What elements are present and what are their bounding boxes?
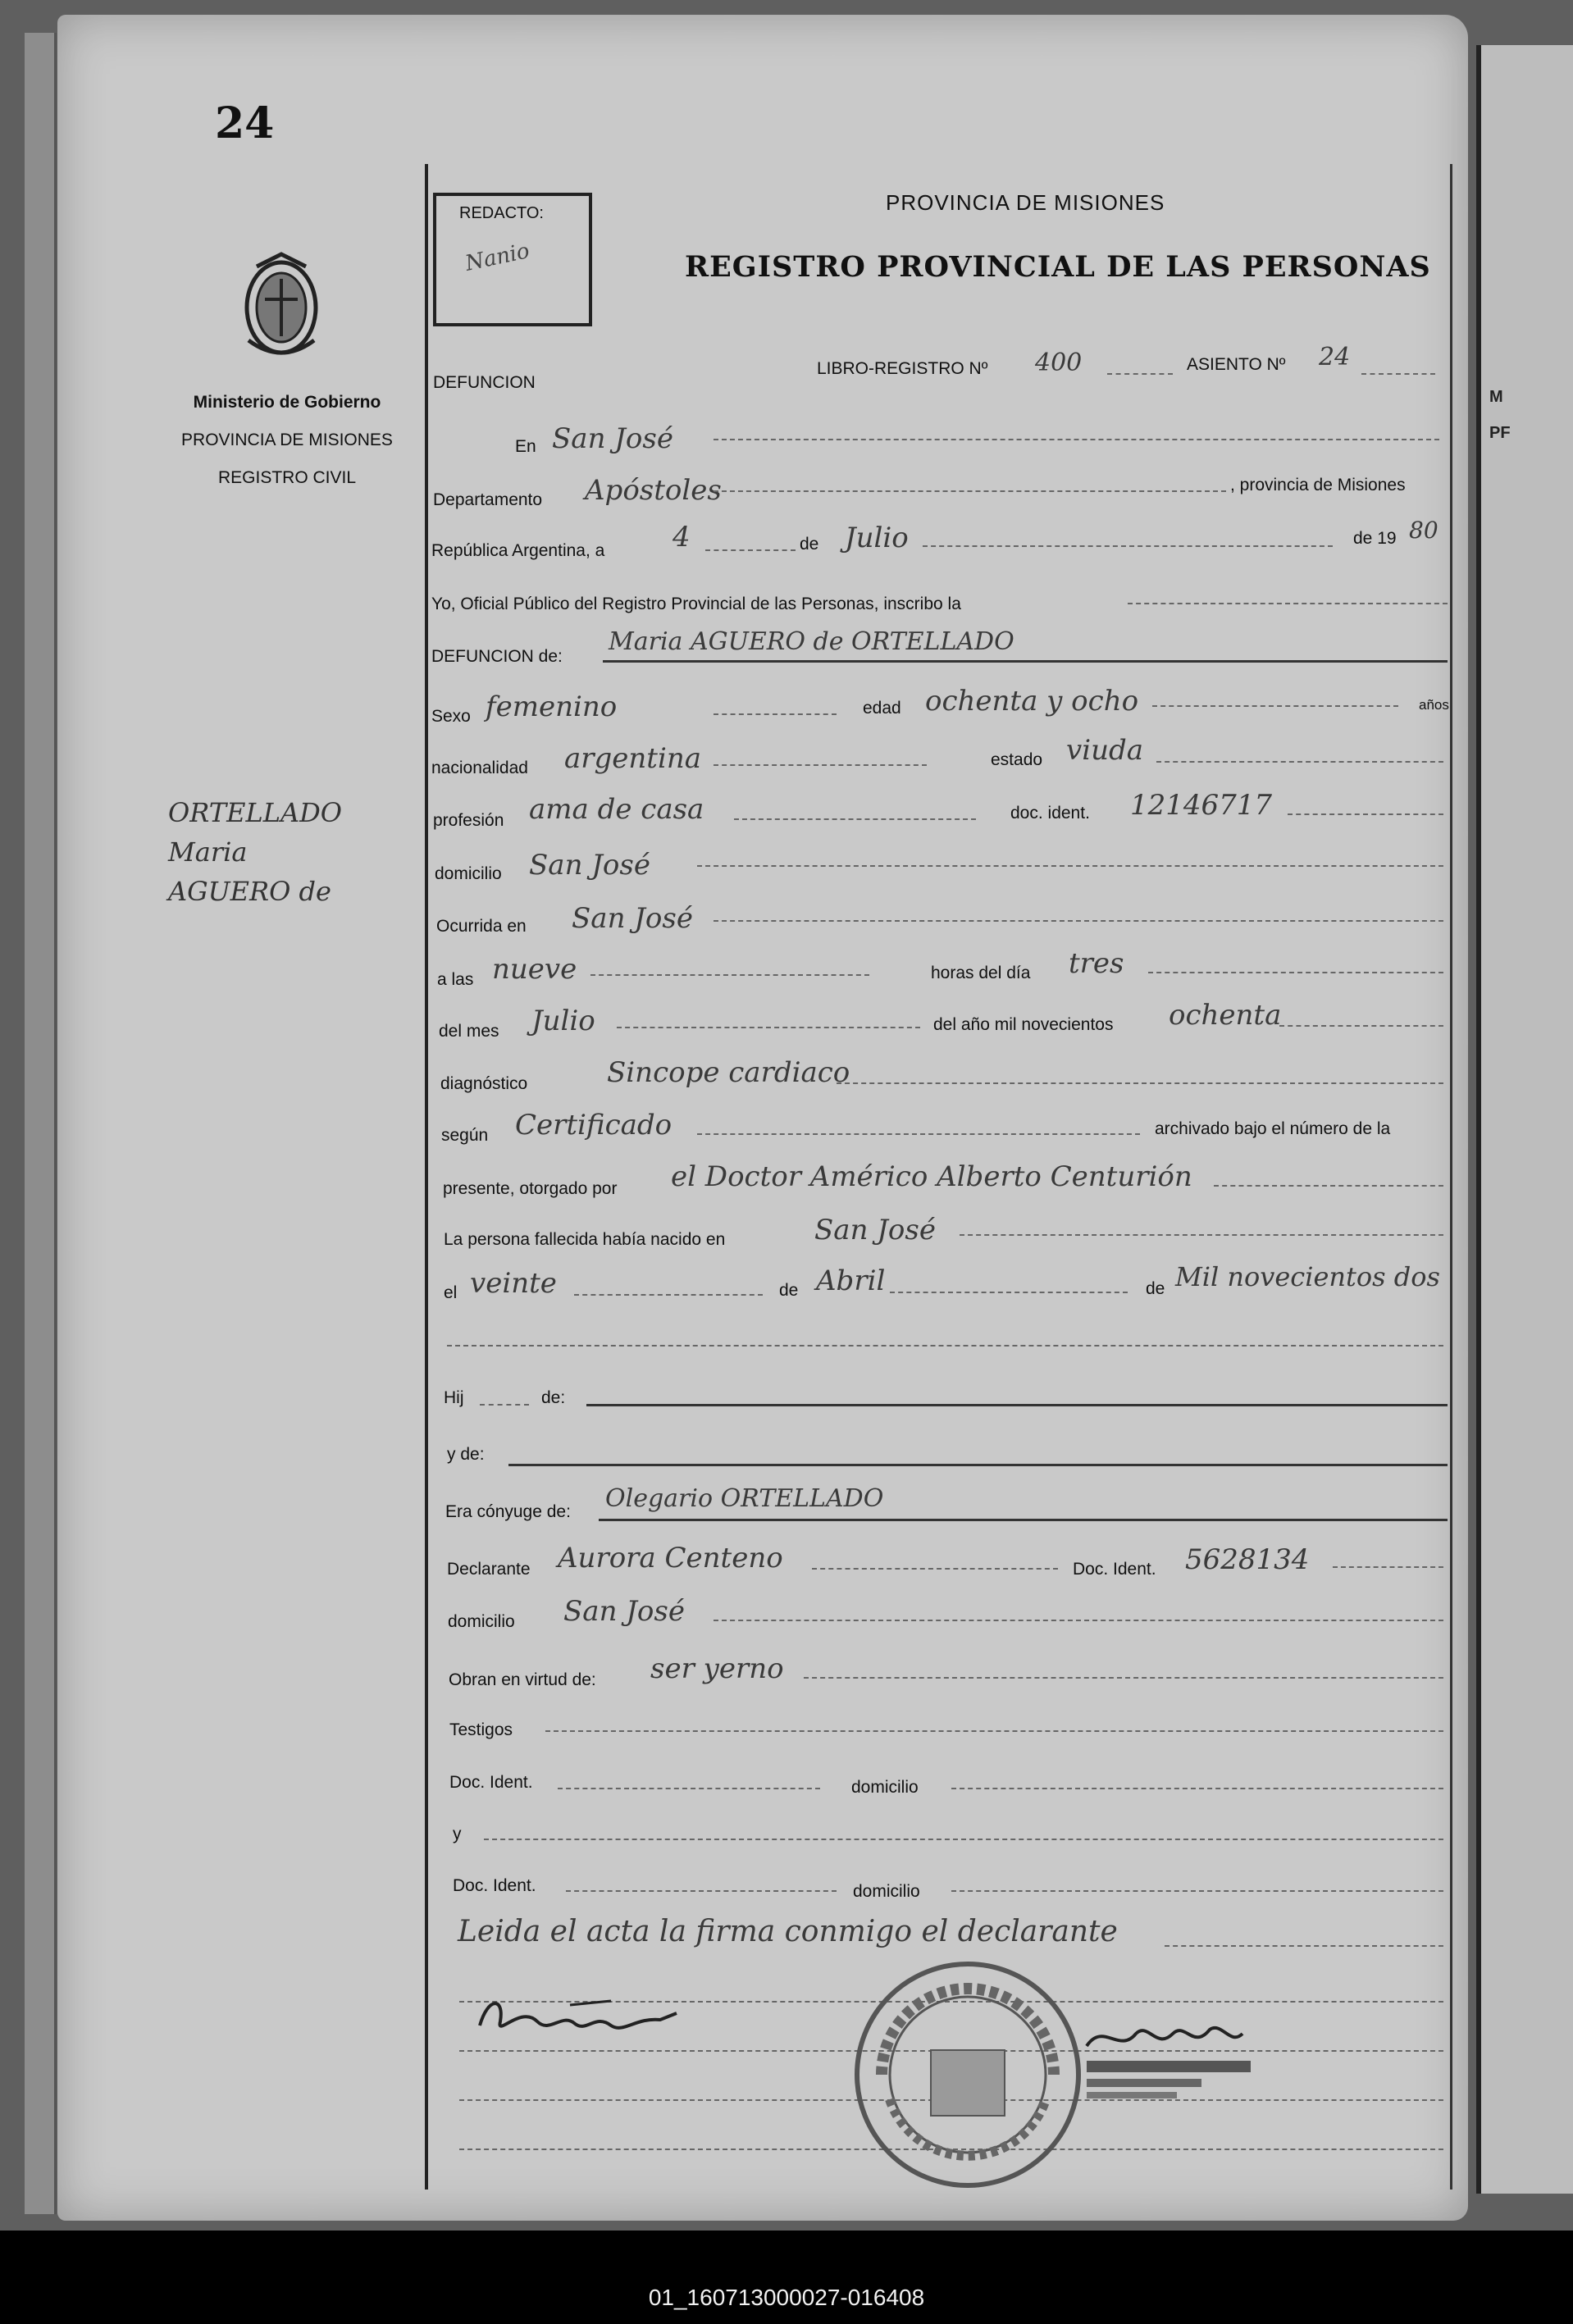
conyuge-underline [599,1519,1448,1521]
departamento-line [714,490,1226,492]
declarante-line [812,1568,1058,1570]
de2-value: Abril [816,1265,886,1297]
t1-doc-line [558,1788,820,1789]
defuncion-value: Maria AGUERO de ORTELLADO [609,627,1014,656]
presente-value: el Doctor Américo Alberto Centurión [671,1160,1192,1193]
profesion-value: ama de casa [529,793,704,826]
horas-value: tres [1069,947,1124,980]
decl-dom-value: San José [563,1595,685,1628]
alas-value: nueve [492,953,577,986]
page-number: 24 [215,98,275,148]
oficial-text: Yo, Oficial Público del Registro Provincial de las Personas, inscribo la [431,595,961,613]
archivado-label: archivado bajo el número de la [1155,1119,1391,1138]
mes-value: Julio [845,522,909,554]
obran-line [804,1677,1443,1679]
closing-statement: Leida el acta la firma conmigo el declarante [458,1915,1118,1948]
declarant-signature [472,1989,685,2046]
ocurrida-line [714,920,1443,922]
nacido-value: San José [814,1214,936,1246]
y-label: y [453,1825,462,1843]
provincia-label: , provincia de Misiones [1230,476,1406,494]
column-divider [425,164,428,2190]
official-signature [1078,2013,1308,2103]
hijde-underline [586,1404,1448,1406]
ocurrida-label: Ocurrida en [436,917,527,936]
asiento-label: ASIENTO Nº [1187,355,1286,374]
libro-value: 400 [1035,349,1083,377]
header-province: PROVINCIA DE MISIONES [886,190,1165,215]
horas-label: horas del día [931,964,1031,982]
nacionalidad-value: argentina [564,742,702,775]
republica-label: República Argentina, a [431,541,605,560]
sexo-value: femenino [486,690,618,723]
dia-line [705,549,796,551]
declarante-value: Aurora Centeno [558,1542,783,1574]
decl-dom-label: domicilio [448,1612,515,1631]
t2-dom-line [951,1890,1443,1892]
horas-line [1148,972,1443,973]
conyuge-value: Olegario ORTELLADO [605,1484,884,1513]
closing-line [1165,1945,1443,1947]
en-value: San José [552,422,673,455]
sexo-line [714,713,837,715]
yde-underline [508,1464,1448,1466]
redacto-label: REDACTO: [459,204,544,222]
defuncion-underline [603,660,1448,663]
provincial-coat-of-arms-icon [232,250,331,365]
hijde-label: de: [541,1388,566,1407]
estado-label: estado [991,750,1043,769]
year-value: 80 [1409,517,1438,544]
nacido-line [960,1234,1443,1236]
anio-value: ochenta [1169,999,1282,1032]
sexo-label: Sexo [431,707,471,726]
decl-dom-line [714,1620,1443,1621]
de2-label: de [779,1281,799,1300]
t1-dom-line [951,1788,1443,1789]
t2-doc-line [566,1890,837,1892]
el-value: veinte [470,1267,557,1300]
departamento-label: Departamento [433,490,543,509]
act-type: DEFUNCION [433,373,536,392]
diagnostico-value: Sincope cardiaco [607,1056,850,1089]
header-title: REGISTRO PROVINCIAL DE LAS PERSONAS [685,250,1431,284]
obran-label: Obran en virtud de: [449,1670,596,1689]
margin-surname: ORTELLADO [168,797,342,828]
t2-doc-label: Doc. Ident. [453,1876,536,1895]
delmes-line [617,1027,920,1028]
alas-line [590,974,869,976]
estado-line [1156,761,1443,763]
t2-dom-label: domicilio [853,1882,920,1901]
de3-label: de [1146,1279,1165,1298]
decl-doc-line [1333,1566,1443,1568]
dia-value: 4 [673,521,691,554]
page-right-rule [1450,164,1452,2190]
redacto-value: Nanio [463,239,532,276]
hij-line [480,1404,529,1406]
official-seal-stamp [849,1956,1087,2194]
y-line [484,1839,1443,1840]
de2-line [890,1292,1128,1293]
defuncion-label: DEFUNCION de: [431,647,563,666]
anos-label: años [1419,697,1449,713]
delmes-value: Julio [531,1005,595,1037]
ministry-registry: REGISTRO CIVIL [217,468,357,487]
margin-maiden-name: AGUERO de [168,876,331,907]
segun-value: Certificado [515,1109,673,1141]
book-binding [25,33,57,2214]
margin-given-name: Maria [168,836,248,868]
libro-line [1107,373,1173,375]
edad-value: ochenta y ocho [925,685,1139,718]
edad-line [1152,705,1398,707]
oficial-line [1128,603,1448,604]
redacto-box [433,193,592,326]
yde-label: y de: [447,1445,485,1464]
domicilio-line [697,865,1443,867]
diagnostico-label: diagnóstico [440,1074,528,1093]
el-line [574,1294,763,1296]
decl-doc-value: 5628134 [1185,1543,1310,1576]
segun-label: según [441,1126,489,1145]
presente-label: presente, otorgado por [443,1179,618,1198]
anio-line [1279,1025,1443,1027]
ministry-name: Ministerio de Gobierno [193,393,381,412]
doc-value: 12146717 [1130,789,1273,822]
de-label: de [800,535,819,554]
anio-label: del año mil novecientos [933,1015,1114,1034]
edad-label: edad [863,699,901,718]
conyuge-label: Era cónyuge de: [445,1502,571,1521]
el-label: el [444,1283,458,1302]
doc-label: doc. ident. [1010,804,1090,823]
en-line [714,439,1439,440]
asiento-value: 24 [1319,343,1351,371]
decl-doc-label: Doc. Ident. [1073,1560,1156,1579]
presente-line [1214,1185,1443,1187]
ocurrida-value: San José [572,902,693,935]
t1-dom-label: domicilio [851,1778,919,1797]
nacionalidad-line [714,764,927,766]
profesion-line [734,818,976,820]
obran-value: ser yerno [650,1652,784,1685]
ministry-block [148,384,426,497]
domicilio-label: domicilio [435,864,502,883]
delmes-label: del mes [439,1022,499,1041]
doc-line [1288,813,1443,815]
mes-line [923,545,1333,547]
testigos-line [545,1730,1443,1732]
asiento-line [1361,373,1435,375]
estado-value: viuda [1066,734,1144,767]
image-code-caption: 01_160713000027-016408 [648,2285,925,2310]
de3-value: Mil novecientos dos [1175,1261,1440,1292]
t1-doc-label: Doc. Ident. [449,1773,533,1792]
en-label: En [515,437,536,456]
diagnostico-line [837,1082,1443,1084]
alas-label: a las [437,970,474,989]
adjacent-page-edge: M PF [1476,45,1573,2194]
testigos-label: Testigos [449,1720,513,1739]
nacionalidad-label: nacionalidad [431,759,528,777]
ministry-province: PROVINCIA DE MISIONES [181,431,393,449]
domicilio-value: San José [529,849,650,882]
segun-line [697,1133,1140,1135]
profesion-label: profesión [433,811,504,830]
departamento-value: Apóstoles [585,474,722,507]
libro-label: LIBRO-REGISTRO Nº [817,359,988,378]
hij-label: Hij [444,1388,464,1407]
blank-line-1 [447,1345,1443,1347]
de-year-label: de 19 [1353,529,1397,548]
nacido-label: La persona fallecida había nacido en [444,1230,726,1249]
declarante-label: Declarante [447,1560,531,1579]
